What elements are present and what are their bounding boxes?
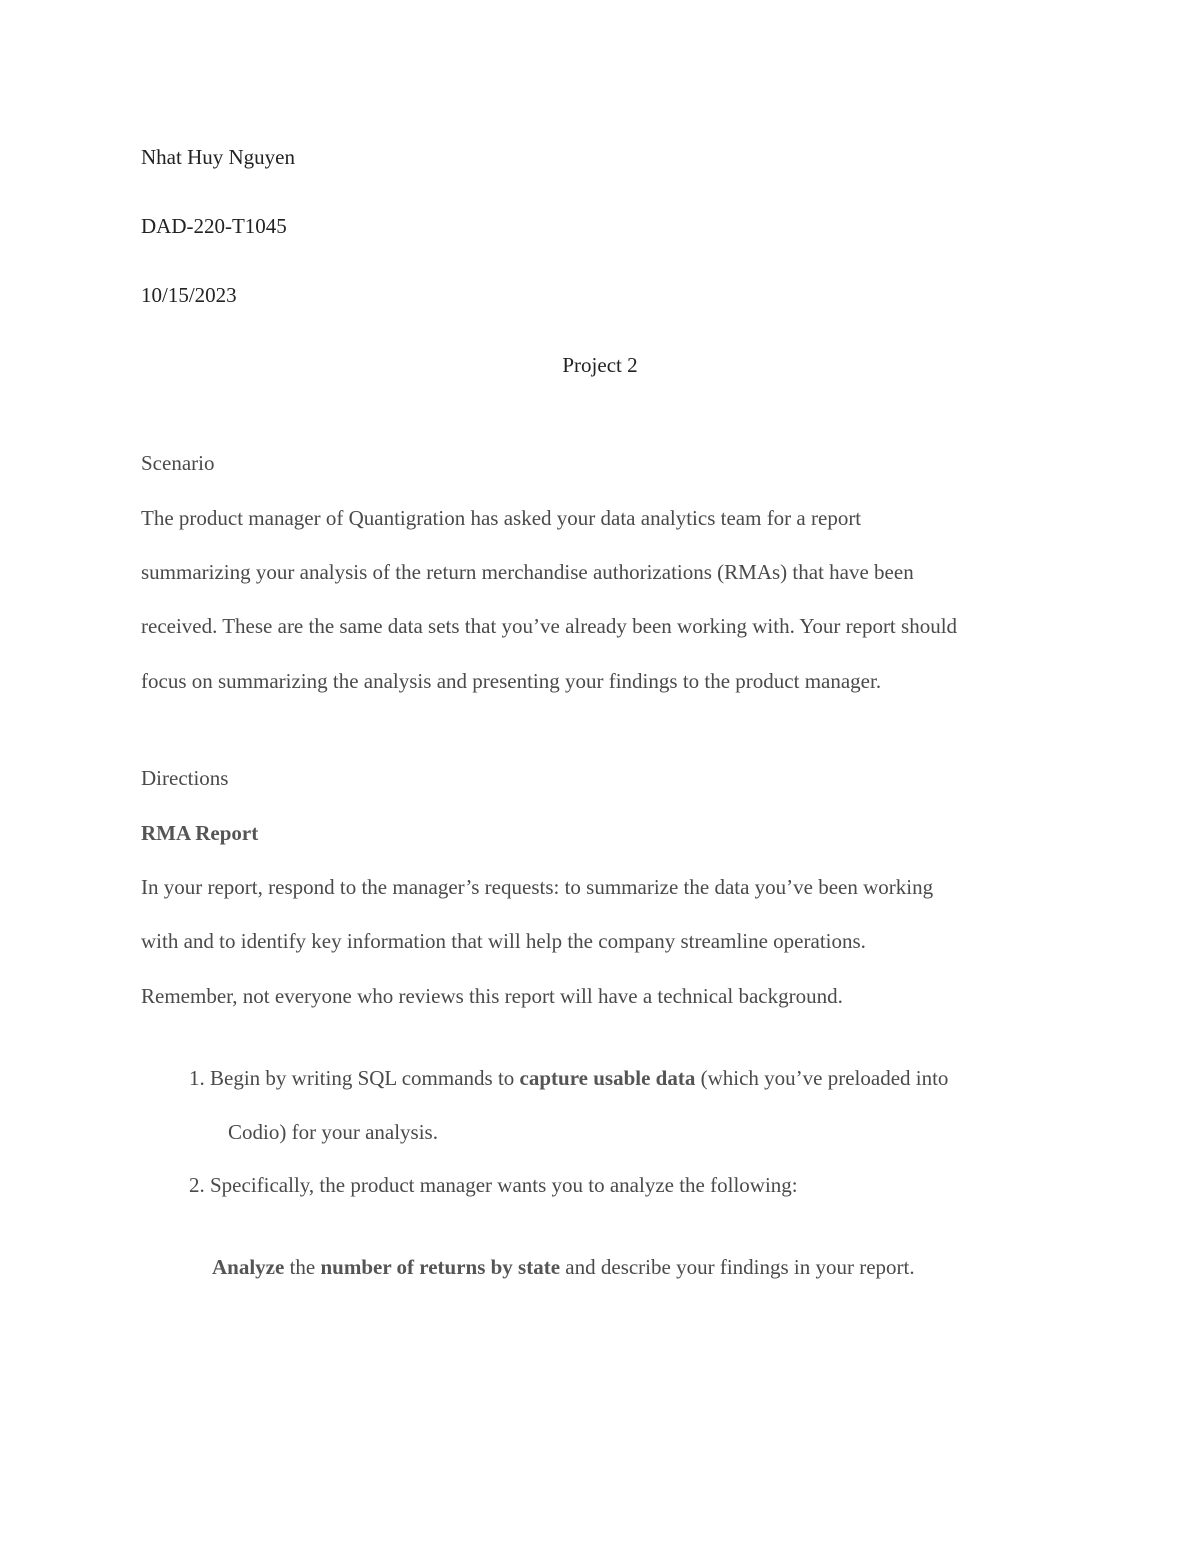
- document-date: 10/15/2023: [141, 283, 237, 307]
- directions-heading: Directions: [141, 766, 229, 790]
- directions-line: with and to identify key information that will help the company streamline operations.: [141, 929, 866, 953]
- task-text: and describe your findings in your report.: [560, 1255, 915, 1279]
- scenario-line: focus on summarizing the analysis and presenting your findings to the product manager.: [141, 669, 882, 693]
- scenario-line: The product manager of Quantigration has asked your data analytics team for a report: [141, 506, 862, 530]
- directions-line: Remember, not everyone who reviews this report will have a technical background.: [141, 984, 843, 1008]
- directions-line: In your report, respond to the manager’s requests: to summarize the data you’ve been working: [141, 875, 934, 899]
- list-item-continuation: Codio) for your analysis.: [228, 1120, 438, 1144]
- list-item-text: Specifically, the product manager wants you to analyze the following:: [210, 1173, 798, 1197]
- scenario-heading: Scenario: [141, 451, 215, 475]
- course-code: DAD-220-T1045: [141, 214, 287, 238]
- document-title: Project 2: [562, 353, 638, 377]
- task-text: the: [284, 1255, 321, 1279]
- rma-report-subheading: RMA Report: [141, 821, 259, 845]
- list-item-1: [189, 1068, 948, 1089]
- list-item-text: Begin by writing SQL commands to: [210, 1066, 520, 1090]
- list-number: 1.: [189, 1066, 205, 1090]
- list-item-2: [189, 1175, 798, 1196]
- task-statement: [212, 1257, 915, 1278]
- task-bold: Analyze: [212, 1255, 285, 1279]
- scenario-line: summarizing your analysis of the return merchandise authorizations (RMAs) that have been: [141, 560, 914, 584]
- list-number: 2.: [189, 1173, 205, 1197]
- scenario-line: received. These are the same data sets that you’ve already been working with. Your report should: [141, 614, 958, 638]
- list-item-text: (which you’ve preloaded into: [695, 1066, 949, 1090]
- list-item-bold: capture usable data: [519, 1066, 696, 1090]
- task-bold: number of returns by state: [320, 1255, 561, 1279]
- author-name: Nhat Huy Nguyen: [141, 145, 295, 169]
